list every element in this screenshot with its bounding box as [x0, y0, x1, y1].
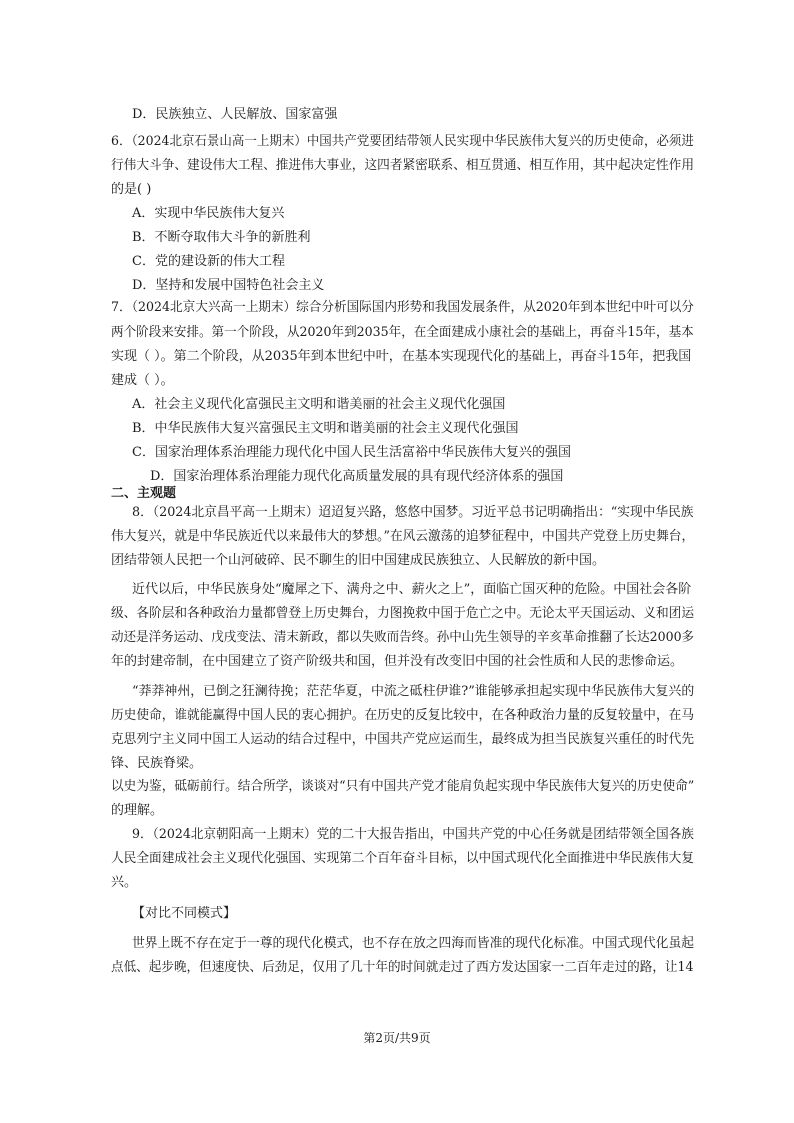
q6-stem-line: 行伟大斗争、建设伟大工程、推进伟大事业，这四者紧密联系、相互贯通、相互作用，其中起决定性作用 [111, 158, 695, 173]
q7-option-c: C．国家治理体系治理能力现代化中国人民生活富裕中华民族伟大复兴的强国 [132, 445, 571, 460]
q7-stem-line: 两个阶段来安排。第一个阶段，从2020年到2035年，在全面建成小康社会的基础上，再奋斗15年，基本 [111, 325, 694, 340]
q8-line: 8．（2024北京昌平高一上期末）迢迢复兴路，悠悠中国梦。习近平总书记明确指出：“实现中华民族 [132, 505, 694, 520]
q8-question-line: 以史为鉴，砥砺前行。结合所学，谈谈对“只有中国共产党才能肩负起实现中华民族伟大复兴的历史使命” [111, 779, 695, 794]
q8-line: 动还是洋务运动、戊戌变法、清末新政，都以失败而告终。孙中山先生领导的辛亥革命推翻了长达2000多 [111, 630, 695, 645]
q6-stem-line: 6．（2024北京石景山高一上期末）中国共产党要团结带领人民实现中华民族伟大复兴的历史使命，必须进 [111, 134, 694, 149]
q8-line: “莽莽神州，已倒之狂澜待挽；茫茫华夏，中流之砥柱伊谁?”谁能够承担起实现中华民族伟大复兴的 [132, 684, 695, 699]
q9-line: 世界上既不存在定于一尊的现代化模式，也不存在放之四海而皆准的现代化标准。中国式现代化虽起 [132, 936, 695, 951]
q6-option-c: C．党的建设新的伟大工程 [132, 254, 285, 269]
q7-option-a: A．社会主义现代化富强民主文明和谐美丽的社会主义现代化强国 [132, 397, 506, 412]
q6-option-a: A．实现中华民族伟大复兴 [132, 206, 285, 221]
q7-stem-line: 实现（ ）。第二个阶段，从2035年到本世纪中叶，在基本实现现代化的基础上，再奋斗15年，把我国 [111, 349, 692, 364]
q7-option-d: D．国家治理体系治理能力现代化高质量发展的具有现代经济体系的强国 [150, 469, 564, 484]
q6-stem-line: 的是( ) [111, 182, 152, 197]
page-number: 第2页/共9页 [363, 1031, 431, 1045]
q8-line: 级、各阶层和各种政治力量都曾登上历史舞台，力图挽救中国于危亡之中。无论太平天国运动、义和团运 [111, 606, 695, 621]
q6-option-d: D．坚持和发展中国特色社会主义 [132, 278, 325, 293]
section-title: 二、主观题 [111, 486, 177, 501]
q9-line: 9．（2024北京朝阳高一上期末）党的二十大报告指出，中国共产党的中心任务就是团结带领全国各族 [132, 827, 694, 842]
q8-line: 历史使命，谁就能赢得中国人民的衷心拥护。在历史的反复比较中，在各种政治力量的反复较量中，在马 [111, 708, 695, 723]
q5-option-d: D．民族独立、人民解放、国家富强 [132, 107, 338, 122]
q8-line: 克思列宁主义同中国工人运动的结合过程中，中国共产党应运而生，最终成为担当民族复兴重任的时代先 [111, 732, 695, 747]
q8-line: 团结带领人民把一个山河破碎、民不聊生的旧中国建成民族独立、人民解放的新中国。 [111, 553, 606, 568]
q8-question-line: 的理解。 [111, 803, 164, 818]
q7-stem-line: 建成（ ）。 [111, 373, 174, 388]
q9-line: 点低、起步晚，但速度快、后劲足，仅用了几十年的时间就走过了西方发达国家一二百年走过的路，让14 [111, 960, 694, 975]
q7-option-b: B．中华民族伟大复兴富强民主文明和谐美丽的社会主义现代化强国 [132, 421, 519, 436]
q9-line: 人民全面建成社会主义现代化强国、实现第二个百年奋斗目标，以中国式现代化全面推进中华民族伟大复 [111, 851, 695, 866]
q6-option-b: B．不断夺取伟大斗争的新胜利 [132, 230, 311, 245]
q8-line: 伟大复兴，就是中华民族近代以来最伟大的梦想。”在风云激荡的追梦征程中，中国共产党登上历史舞台， [111, 529, 695, 544]
q9-subheading: 【对比不同模式】 [132, 906, 237, 921]
q9-line: 兴。 [111, 875, 138, 890]
q8-line: 近代以后，中华民族身处“魔犀之下、满舟之中、薪火之上”，面临亡国灭种的危险。中国社会各阶 [132, 582, 692, 597]
q7-stem-line: 7．（2024北京大兴高一上期末）综合分析国际国内形势和我国发展条件，从2020年到本世纪中叶可以分 [111, 300, 694, 315]
q8-line: 年的封建帝制，在中国建立了资产阶级共和国，但并没有改变旧中国的社会性质和人民的悲惨命运。 [111, 654, 684, 669]
q8-line: 锋、民族脊梁。 [111, 756, 203, 771]
